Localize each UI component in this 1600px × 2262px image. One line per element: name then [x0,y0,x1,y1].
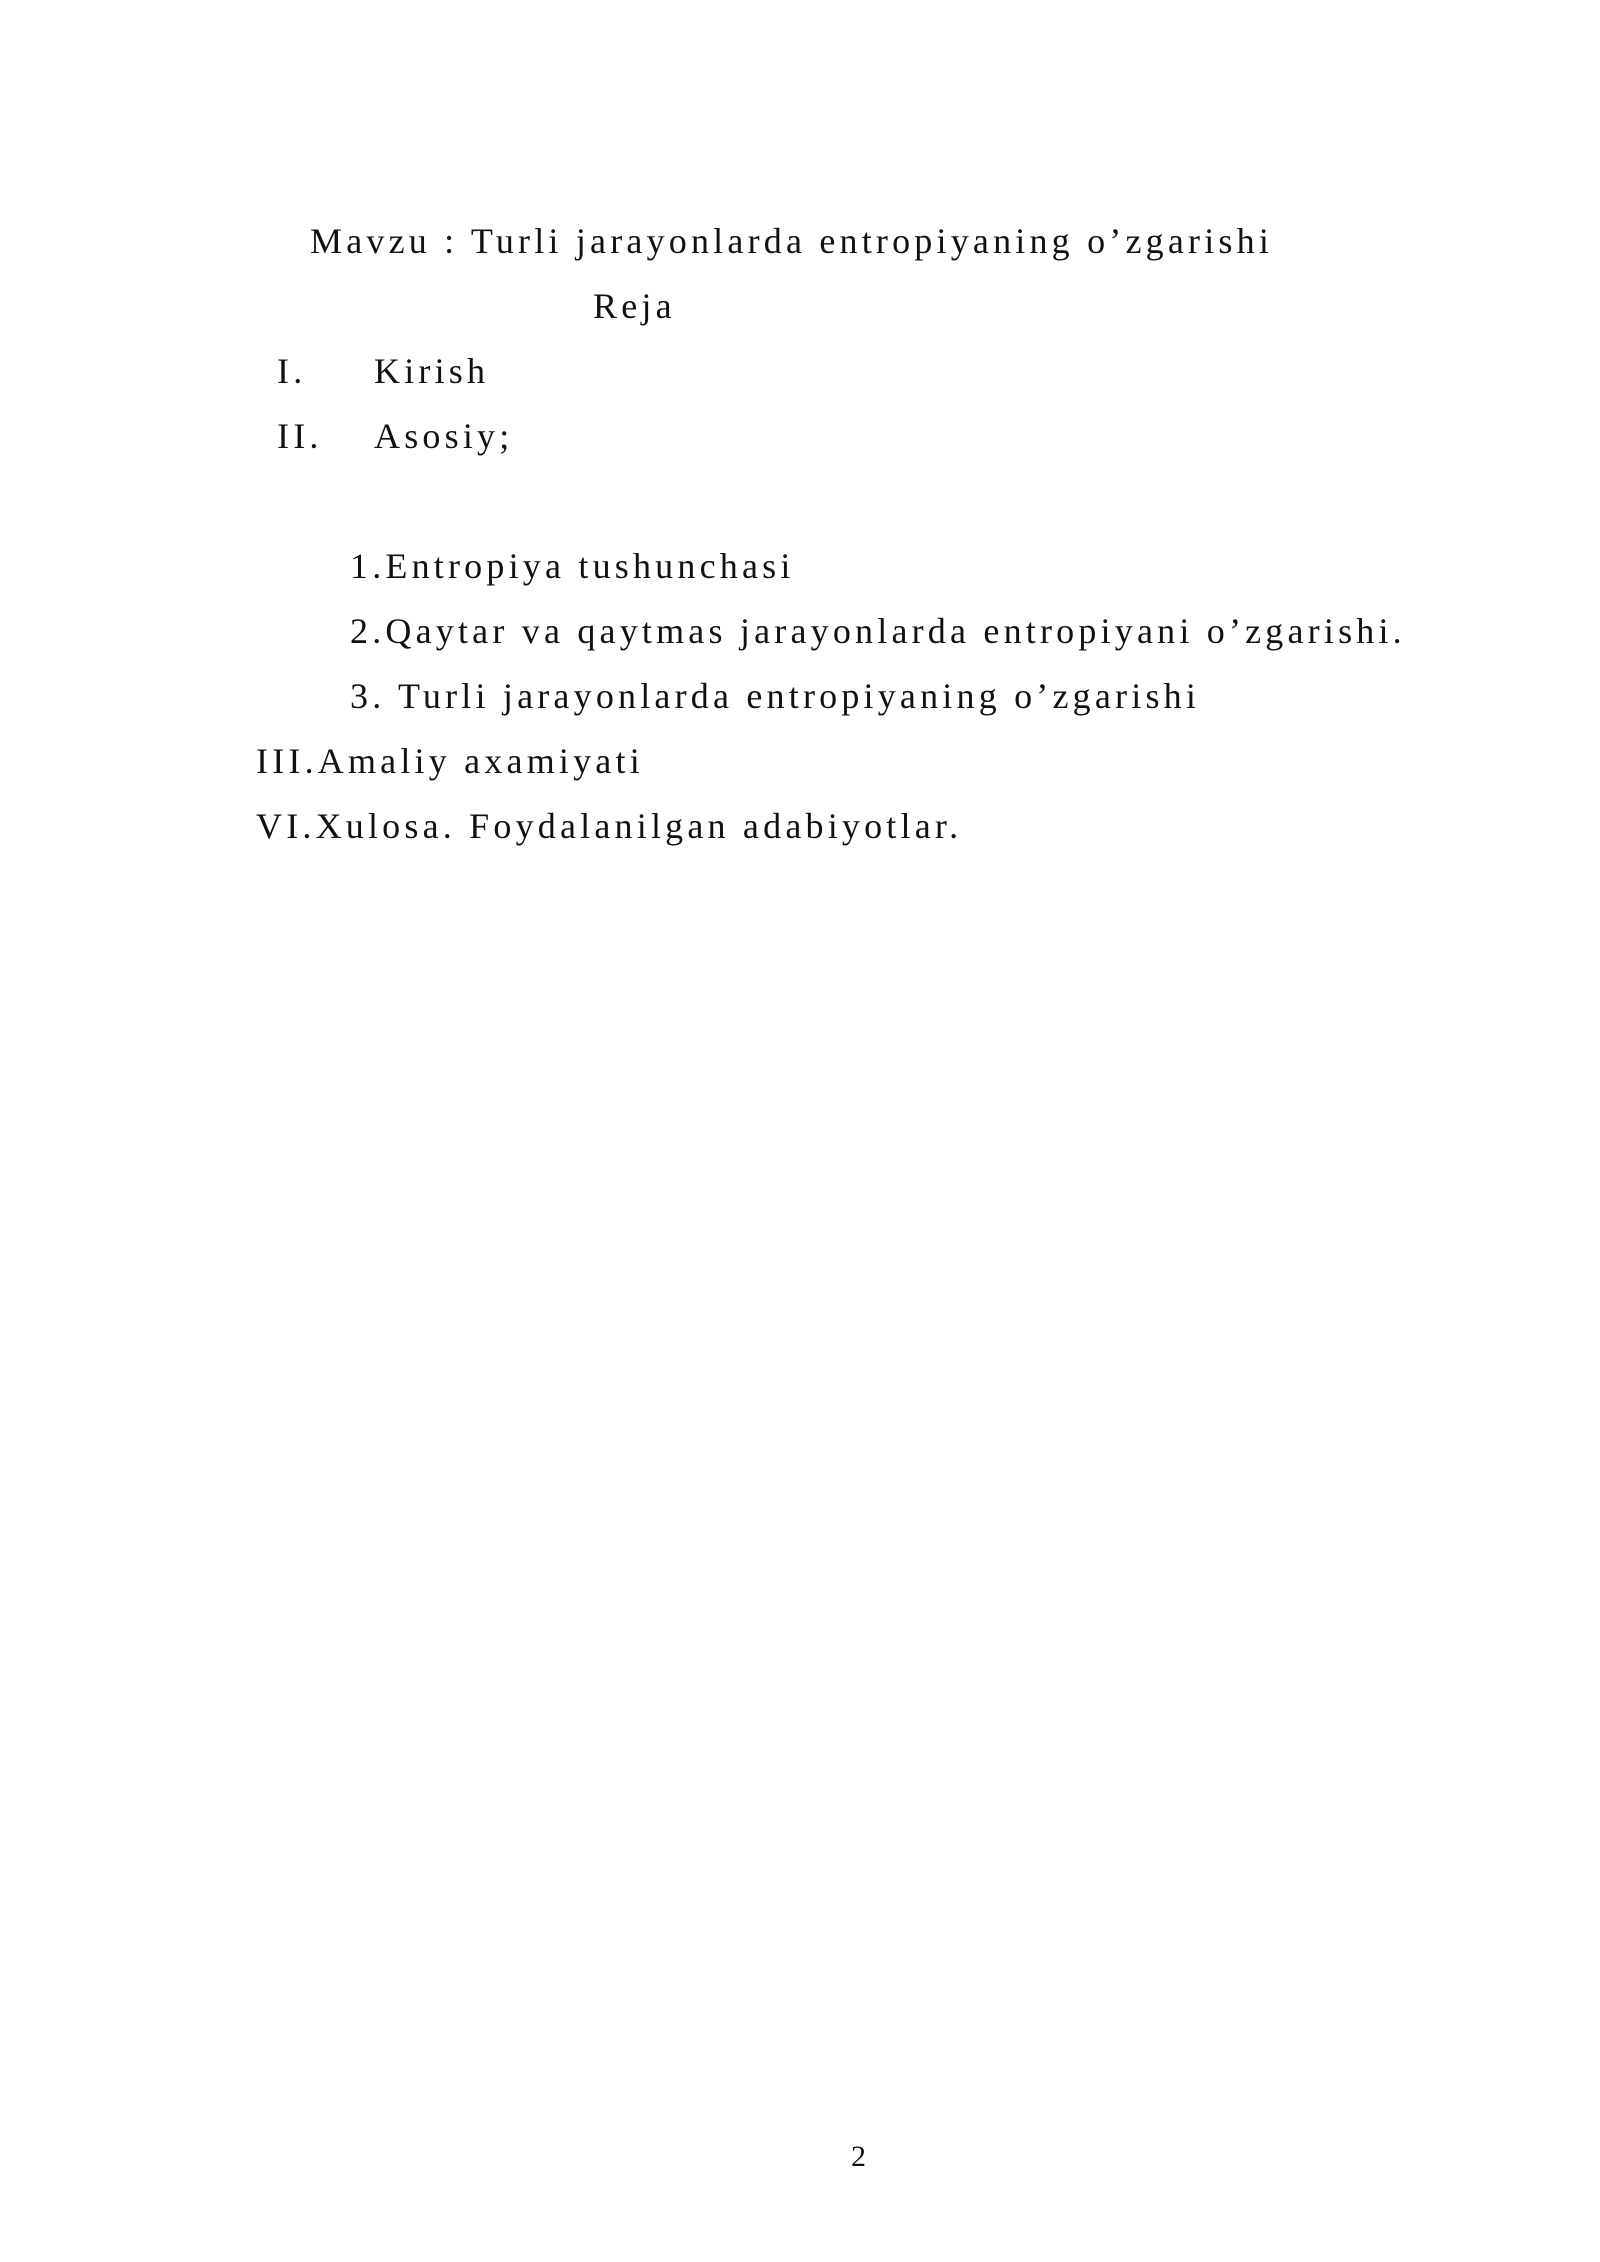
outline-numeral: II. [277,416,323,456]
plan-heading: Reja [593,286,676,326]
outline-item-3: III.Amaliy axamiyati [256,741,644,781]
subitem-2: 2.Qaytar va qaytmas jarayonlarda entropiyani o’zgarishi. [350,611,1406,651]
page-number: 2 [851,2140,866,2173]
outline-item-4: VI.Xulosa. Foydalanilgan adabiyotlar. [256,806,963,846]
outline-label: Kirish [374,351,490,391]
outline-numeral: I. [277,351,307,391]
outline-label: Asosiy; [374,416,514,456]
document-title: Mavzu : Turli jarayonlarda entropiyaning o’zgarishi [310,221,1274,261]
subitem-1: 1.Entropiya tushunchasi [350,546,795,586]
subitem-3: 3. Turli jarayonlarda entropiyaning o’zgarishi [350,676,1201,716]
